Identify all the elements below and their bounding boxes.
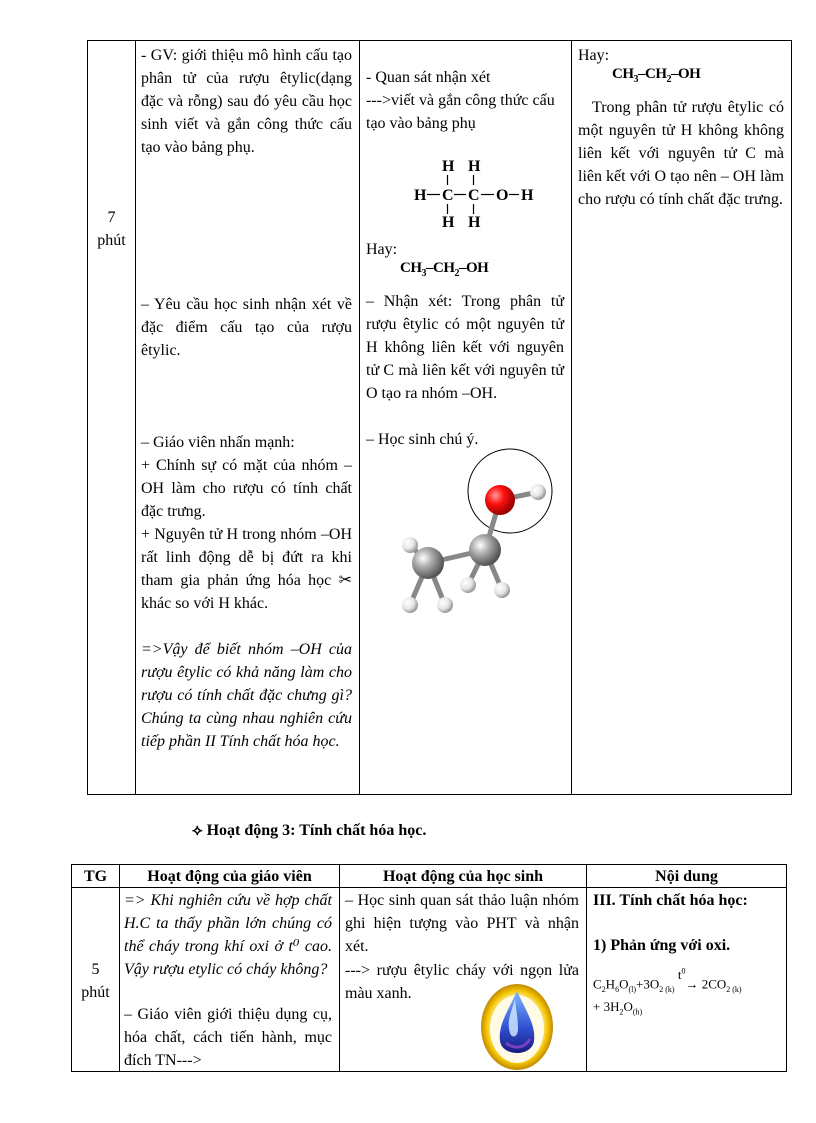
time-cell [88, 206, 135, 252]
diamond-sparkle-icon: ⟡ [192, 822, 203, 839]
student-write: --->viết và gắn công thức cấu tạo vào bảng phụ [366, 92, 555, 132]
header-tg: TG [83, 868, 108, 885]
teacher-intro: - GV: giới thiệu mô hình cấu tạo phân tử của rượu êtylic(dạng đặc và rỗng) sau đó yêu cầu học sinh viết và gắn công thức cấu tạo vào bảng phụ. [141, 47, 352, 156]
teacher-emphasis: – Giáo viên nhấn mạnh: [141, 434, 295, 451]
atom-c [469, 534, 501, 566]
atom-h [530, 484, 546, 500]
student-attention: – Học sinh chú ý. [366, 431, 479, 448]
formula-o: O [496, 187, 509, 204]
time-unit: phút [97, 232, 126, 249]
content-title: III. Tính chất hóa học: [593, 892, 748, 909]
content-hay: Hay: [578, 47, 610, 64]
formula-c-1: C [442, 187, 454, 204]
student-observe-2: – Học sinh quan sát thảo luận nhóm ghi hiện tượng vào PHT và nhận xét. [345, 892, 579, 955]
teacher-point-2b: khác so với H khác. [141, 595, 269, 612]
teacher-conclusion: =>Vậy để biết nhóm –OH của rượu êtylic có khả năng làm cho rượu có tính chất đặc chưng gì? Chúng ta cùng nhau nghiên cứu tiếp phần II Tính chất hóa học. [141, 641, 352, 750]
teacher-question: => Khi nghiên cứu về hợp chất H.C ta thấy phần lớn chúng có thể cháy trong khí oxi ở t⁰ cao. Vậy rượu etylic có cháy không? [124, 892, 332, 978]
header-content: Nội dung [655, 868, 718, 885]
formula-h-bot-2: H [468, 214, 481, 231]
atom-h [437, 597, 453, 613]
formula-h-left: H [414, 187, 427, 204]
atom-h [460, 577, 476, 593]
scissors-icon: ✂ [338, 572, 353, 589]
formula-h-top-1: H [442, 158, 455, 175]
time-value: 7 [107, 209, 116, 226]
atom-c [412, 547, 444, 579]
condensed-formula-student: $CH_3-CH_2-OH$ [400, 260, 489, 279]
time-value-2: 5 [91, 961, 100, 978]
teacher-introduce: – Giáo viên giới thiệu dụng cụ, hóa chất, cách tiến hành, mục đích TN---> [124, 1006, 332, 1069]
teacher-point-2a: + Nguyên tử H trong nhóm –OH rất linh động dễ bị đứt ra khi tham gia phản ứng hóa học [141, 526, 352, 589]
header-teacher: Hoạt động của giáo viên [147, 868, 312, 885]
structural-formula [408, 155, 538, 235]
student-hay: Hay: [366, 241, 398, 258]
time-unit-2: phút [81, 984, 110, 1001]
atom-o [485, 485, 515, 515]
section-heading [192, 820, 426, 842]
formula-h-bot-1: H [442, 214, 455, 231]
header-student: Hoạt động của học sinh [382, 868, 544, 885]
formula-h-right: H [521, 187, 534, 204]
student-result: ---> rượu êtylic cháy với ngọn lửa màu xanh. [345, 962, 579, 1002]
formula-h-top-2: H [468, 158, 481, 175]
atom-h [494, 582, 510, 598]
condensed-formula-content: $CH_3-CH_2-OH$ [612, 66, 701, 85]
atom-h [402, 537, 418, 553]
combustion-equation: $C_2H_6O_{(l)}+3O_{2 (k)}$ $t^0\to 2CO_{2 (k)}$ + $3H_2O_{(h)}$ [593, 967, 742, 1017]
flame-icon [478, 977, 556, 1071]
content-subtitle: 1) Phản ứng với oxi. [593, 937, 731, 954]
atom-h [402, 597, 418, 613]
ethanol-molecule-model [380, 445, 560, 625]
student-remark: – Nhận xét: Trong phân tử rượu êtylic có một nguyên tử H không liên kết với nguyên tử C mà liên kết với nguyên tử O tạo ra nhóm –OH. [366, 293, 564, 402]
section-heading-text: Hoạt động 3: Tính chất hóa học. [206, 822, 427, 839]
teacher-request: – Yêu cầu học sinh nhận xét về đặc điểm cấu tạo của rượu êtylic. [141, 296, 352, 359]
formula-c-2: C [468, 187, 480, 204]
time-cell-2 [72, 958, 119, 1004]
teacher-point-2 [141, 523, 352, 615]
teacher-point-1: + Chính sự có mặt của nhóm –OH làm cho rượu có tính chất đặc trưng. [141, 457, 352, 520]
content-explanation: Trong phân tử rượu êtylic có một nguyên tử H không không liên kết với nguyên tử C mà liên kết với O tạo nên – OH làm cho rượu có tính chất đặc trưng. [578, 99, 784, 208]
student-observe: - Quan sát nhận xét [366, 69, 491, 86]
